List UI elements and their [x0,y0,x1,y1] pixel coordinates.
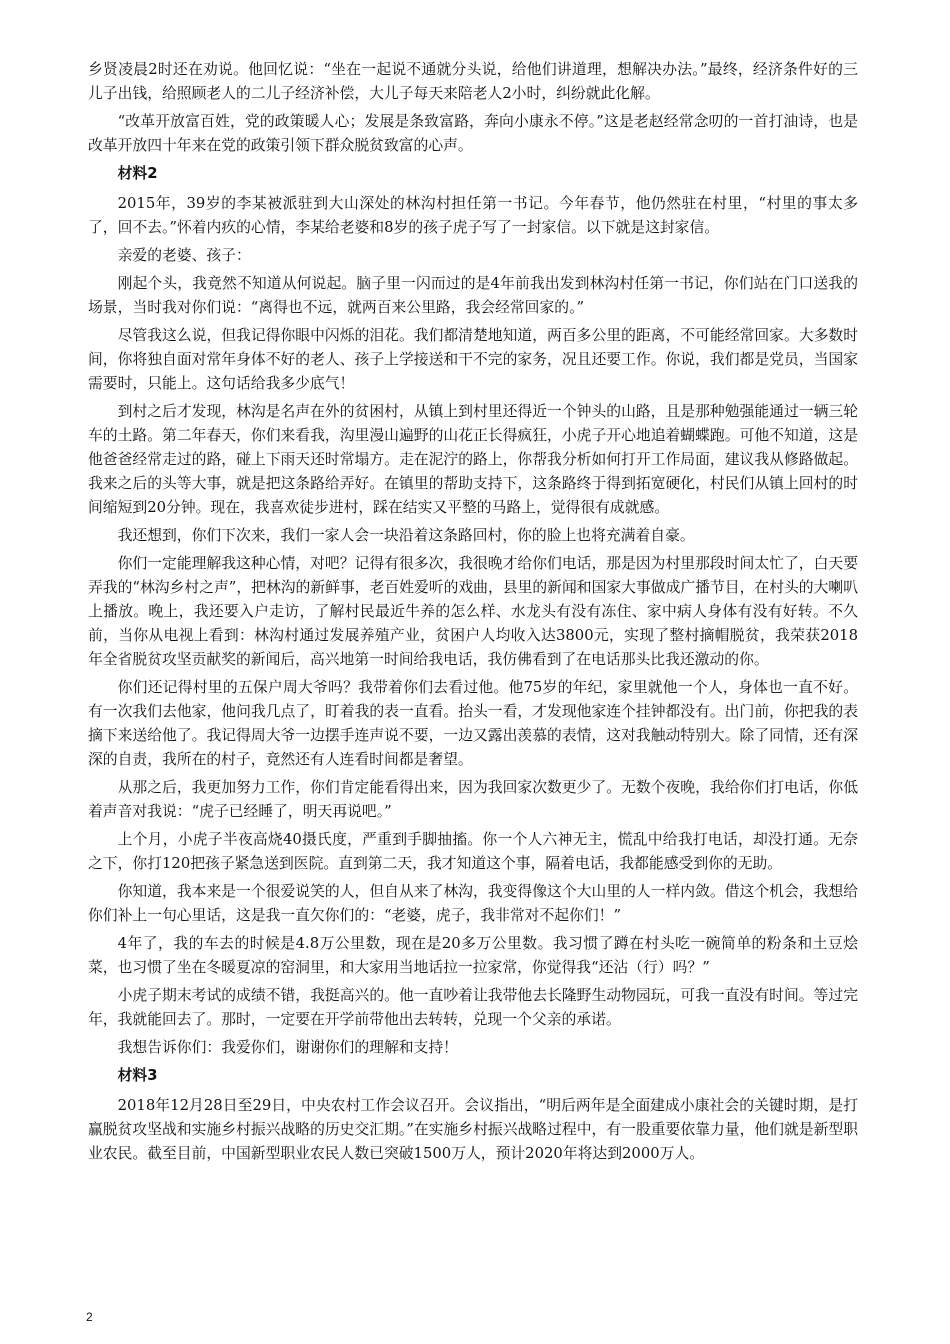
letter-paragraph: 小虎子期末考试的成绩不错，我挺高兴的。他一直吵着让我带他去长隆野生动物园玩，可我一直没有时间。等过完年，我就能回去了。那时，一定要在开学前带他出去转转，兑现一个父亲的承诺。 [88,987,858,1028]
section-heading-material-2: 材料2 [117,165,158,182]
letter-paragraph: 你们一定能理解我这种心情，对吧？记得有很多次，我很晚才给你们电话，那是因为村里那段时间太忙了，白天要弄我的“林沟乡村之声”，把林沟的新鲜事，老百姓爱听的戏曲，县里的新闻和国家大事做成广播节目，在村头的大喇叭上播放。晚上，我还要入户走访，了解村民最近牛养的怎么样、水龙头有没有冻住、家中病人身体有没有好转。不久前，当你从电视上看到：林沟村通过发展养殖产业，贫困户人均收入达3800元，实现了整村摘帽脱贫，我荣获2018年全省脱贫攻坚贡献奖的新闻后，高兴地第一时间给我电话，我仿佛看到了在电话那头比我还激动的你。 [88,555,858,668]
letter-paragraph: 我还想到，你们下次来，我们一家人会一块沿着这条路回村，你的脸上也将充满着自豪。 [117,527,695,544]
paragraph: 乡贤凌晨2时还在劝说。他回忆说：“坐在一起说不通就分头说，给他们讲道理，想解决办法。”最终，经济条件好的三儿子出钱，给照顾老人的二儿子经济补偿，大儿子每天来陪老人2小时，纠纷就此化解。 [88,61,858,102]
letter-paragraph: 你们还记得村里的五保户周大爷吗？我带着你们去看过他。他75岁的年纪，家里就他一个人，身体也一直不好。有一次我们去他家，他问我几点了，盯着我的表一直看。抬头一看，才发现他家连个挂钟都没有。出门前，你把我的表摘下来送给他了。我记得周大爷一边摆手连声说不要，一边又露出羡慕的表情，这对我触动特别大。除了同情，还有深深的自责，我所在的村子，竟然还有人连看时间都是奢望。 [88,679,858,768]
letter-paragraph: 尽管我这么说，但我记得你眼中闪烁的泪花。我们都清楚地知道，两百多公里的距离，不可能经常回家。大多数时间，你将独自面对常年身体不好的老人、孩子上学接送和干不完的家务，况且还要工作。你说，我们都是党员，当国家需要时，只能上。这句话给我多少底气！ [88,327,858,392]
letter-paragraph: 你知道，我本来是一个很爱说笑的人，但自从来了林沟，我变得像这个大山里的人一样内敛。借这个机会，我想给你们补上一句心里话，这是我一直欠你们的：“老婆，虎子，我非常对不起你们！” [88,883,858,924]
section-heading-material-3: 材料3 [117,1067,158,1084]
letter-paragraph: 到村之后才发现，林沟是名声在外的贫困村，从镇上到村里还得近一个钟头的山路，且是那种勉强能通过一辆三轮车的土路。第二年春天，你们来看我，沟里漫山遍野的山花正长得疯狂，小虎子开心地追着蝴蝶跑。可他不知道，这是他爸爸经常走过的路，碰上下雨天还时常塌方。走在泥泞的路上，你帮我分析如何打开工作局面，建议我从修路做起。我来之后的头等大事，就是把这条路给弄好。在镇里的帮助支持下，这条路终于得到拓宽硬化，村民们从镇上回村的时间缩短到20分钟。现在，我喜欢徒步进村，踩在结实又平整的马路上，觉得很有成就感。 [88,403,858,516]
letter-paragraph: 刚起个头，我竟然不知道从何说起。脑子里一闪而过的是4年前我出发到林沟村任第一书记，你们站在门口送我的场景，当时我对你们说：“离得也不远，就两百来公里路，我会经常回家的。” [88,275,858,316]
paragraph: 2018年12月28日至29日，中央农村工作会议召开。会议指出，“明后两年是全面建成小康社会的关键时期，是打赢脱贫攻坚战和实施乡村振兴战略的历史交汇期。”在实施乡村振兴战略过程中，有一股重要依靠力量，他们就是新型职业农民。截至目前，中国新型职业农民人数已突破1500万人，预计2020年将达到2000万人。 [88,1097,858,1162]
page-number: 2 [86,1310,93,1324]
letter-salutation: 亲爱的老婆、孩子： [117,247,251,264]
letter-paragraph: 从那之后，我更加努力工作，你们肯定能看得出来，因为我回家次数更少了。无数个夜晚，我给你们打电话，你低着声音对我说：“虎子已经睡了，明天再说吧。” [88,779,858,820]
document-page [88,58,858,1170]
paragraph-intro: 2015年，39岁的李某被派驻到大山深处的林沟村担任第一书记。今年春节，他仍然驻在村里，“村里的事太多了，回不去。”怀着内疚的心情，李某给老婆和8岁的孩子虎子写了一封家信。以下就是这封家信。 [88,195,858,236]
letter-paragraph: 上个月，小虎子半夜高烧40摄氏度，严重到手脚抽搐。你一个人六神无主，慌乱中给我打电话，却没打通。无奈之下，你打120把孩子紧急送到医院。直到第二天，我才知道这个事，隔着电话，我都能感受到你的无助。 [88,831,858,872]
paragraph: “改革开放富百姓，党的政策暖人心；发展是条致富路，奔向小康永不停。”这是老赵经常念叨的一首打油诗，也是改革开放四十年来在党的政策引领下群众脱贫致富的心声。 [88,113,858,154]
letter-paragraph: 4年了，我的车去的时候是4.8万公里数，现在是20多万公里数。我习惯了蹲在村头吃一碗简单的粉条和土豆烩菜，也习惯了坐在冬暖夏凉的窑洞里，和大家用当地话拉一拉家常，你觉得我“还沾（行）吗？” [88,935,858,976]
letter-paragraph: 我想告诉你们：我爱你们，谢谢你们的理解和支持！ [117,1039,458,1056]
